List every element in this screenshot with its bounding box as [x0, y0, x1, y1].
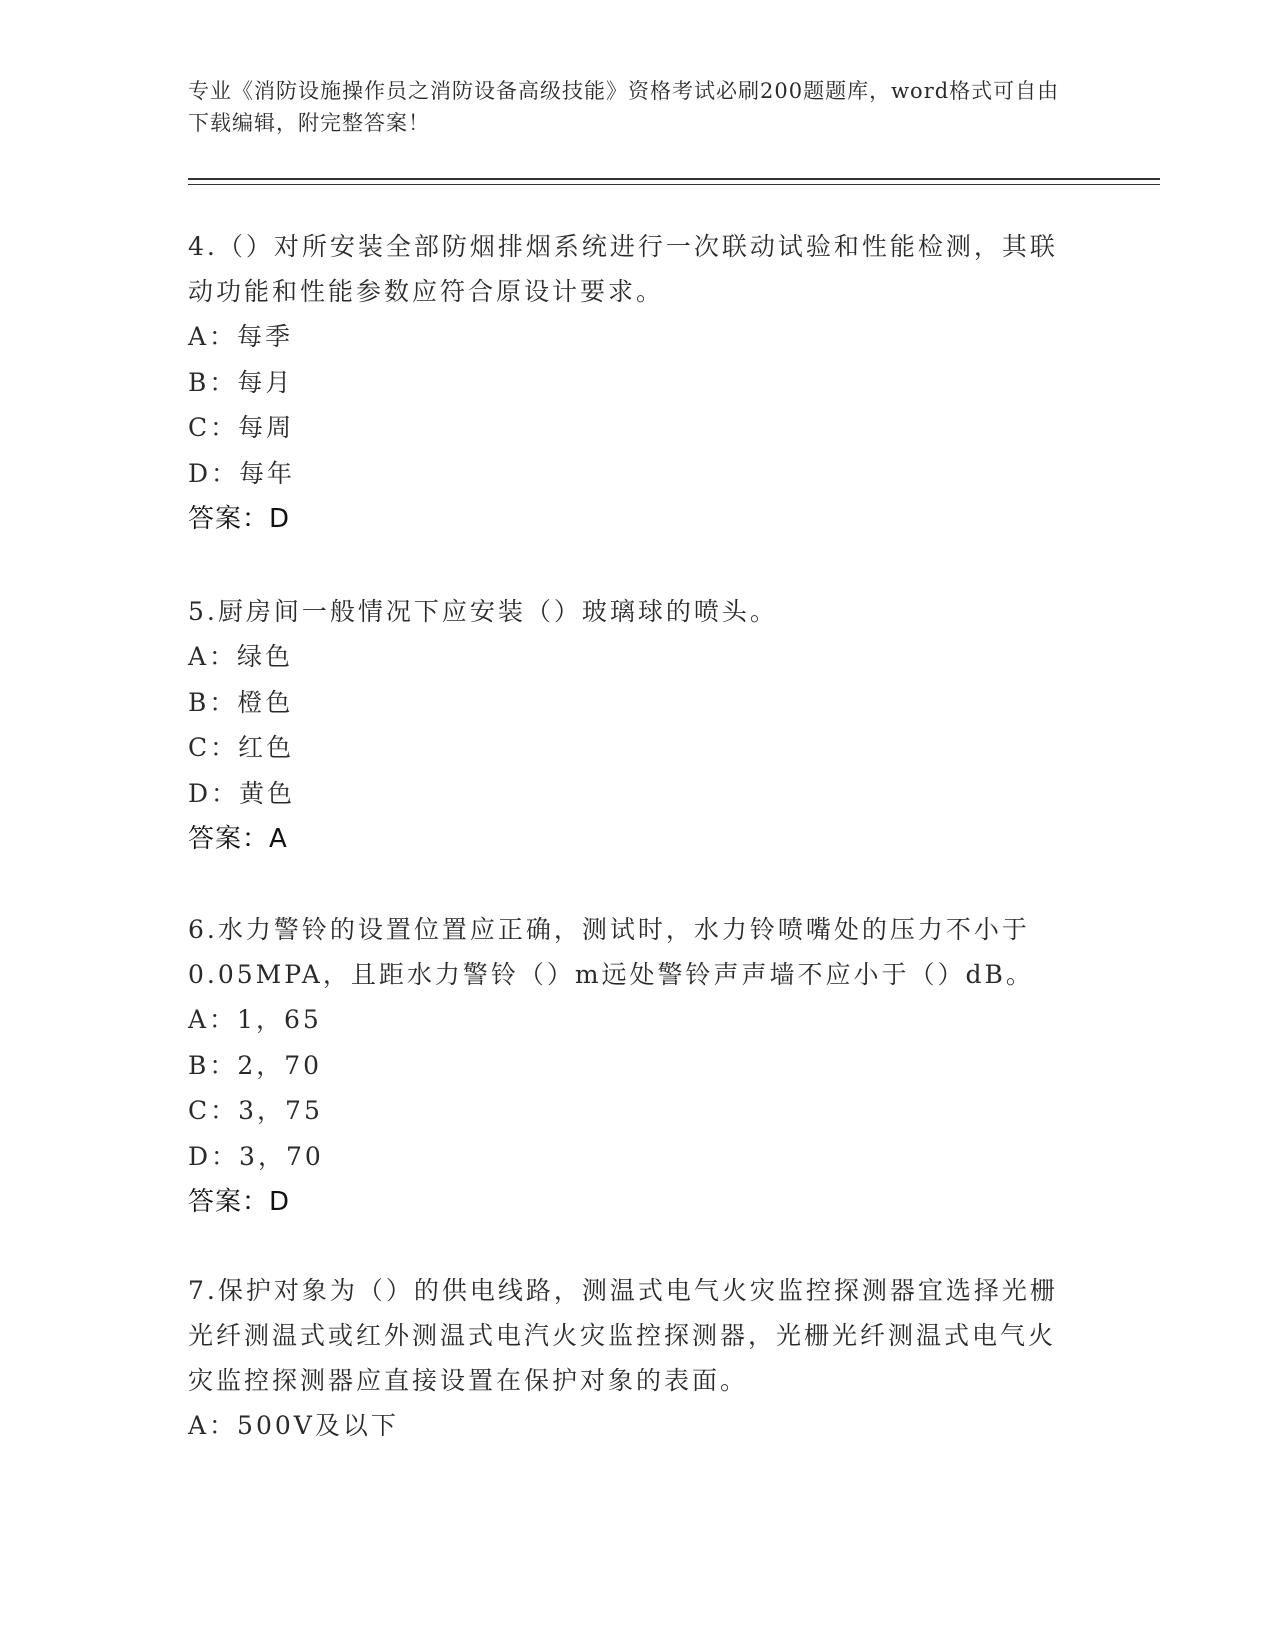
answer-line: 答案：D	[188, 504, 291, 534]
question-4	[188, 224, 1068, 542]
option-d: D：3，70	[188, 1141, 324, 1171]
answer-line: 答案：D	[188, 1187, 291, 1217]
option-a: A：每季	[188, 322, 294, 351]
option-a: A：1，65	[188, 1005, 322, 1034]
header-divider-thin	[188, 184, 1160, 185]
option-d: D：黄色	[188, 778, 296, 808]
option-c: C：红色	[188, 733, 295, 762]
question-stem: 7.保护对象为（）的供电线路，测温式电气火灾监控探测器宜选择光栅光纤测温式或红外测温式电汽火灾监控探测器，光栅光纤测温式电气火灾监控探测器应直接设置在保护对象的表面。	[188, 1276, 1058, 1395]
option-a: A：500V及以下	[188, 1411, 399, 1440]
document-header: 专业《消防设施操作员之消防设备高级技能》资格考试必刷200题题库，word格式可自由下载编辑，附完整答案！	[188, 79, 1060, 135]
option-b: B：2，70	[188, 1050, 323, 1080]
question-6	[188, 907, 1068, 1225]
question-5	[188, 589, 1068, 862]
option-b: B：橙色	[188, 687, 294, 717]
answer-line: 答案：A	[188, 824, 288, 854]
option-c: C：3，75	[188, 1096, 323, 1125]
option-d: D：每年	[188, 458, 296, 488]
question-stem: 5.厨房间一般情况下应安装（）玻璃球的喷头。	[188, 597, 778, 626]
question-7	[188, 1268, 1068, 1449]
header-divider	[188, 178, 1160, 180]
option-b: B：每月	[188, 367, 294, 397]
question-stem: 4.（）对所安装全部防烟排烟系统进行一次联动试验和性能检测，其联动功能和性能参数应符合原设计要求。	[188, 232, 1058, 306]
option-a: A：绿色	[188, 642, 294, 671]
question-stem: 6.水力警铃的设置位置应正确，测试时，水力铃喷嘴处的压力不小于0.05MPA，且距水力警铃（）m远处警铃声声墙不应小于（）dB。	[188, 915, 1034, 989]
option-c: C：每周	[188, 413, 295, 442]
